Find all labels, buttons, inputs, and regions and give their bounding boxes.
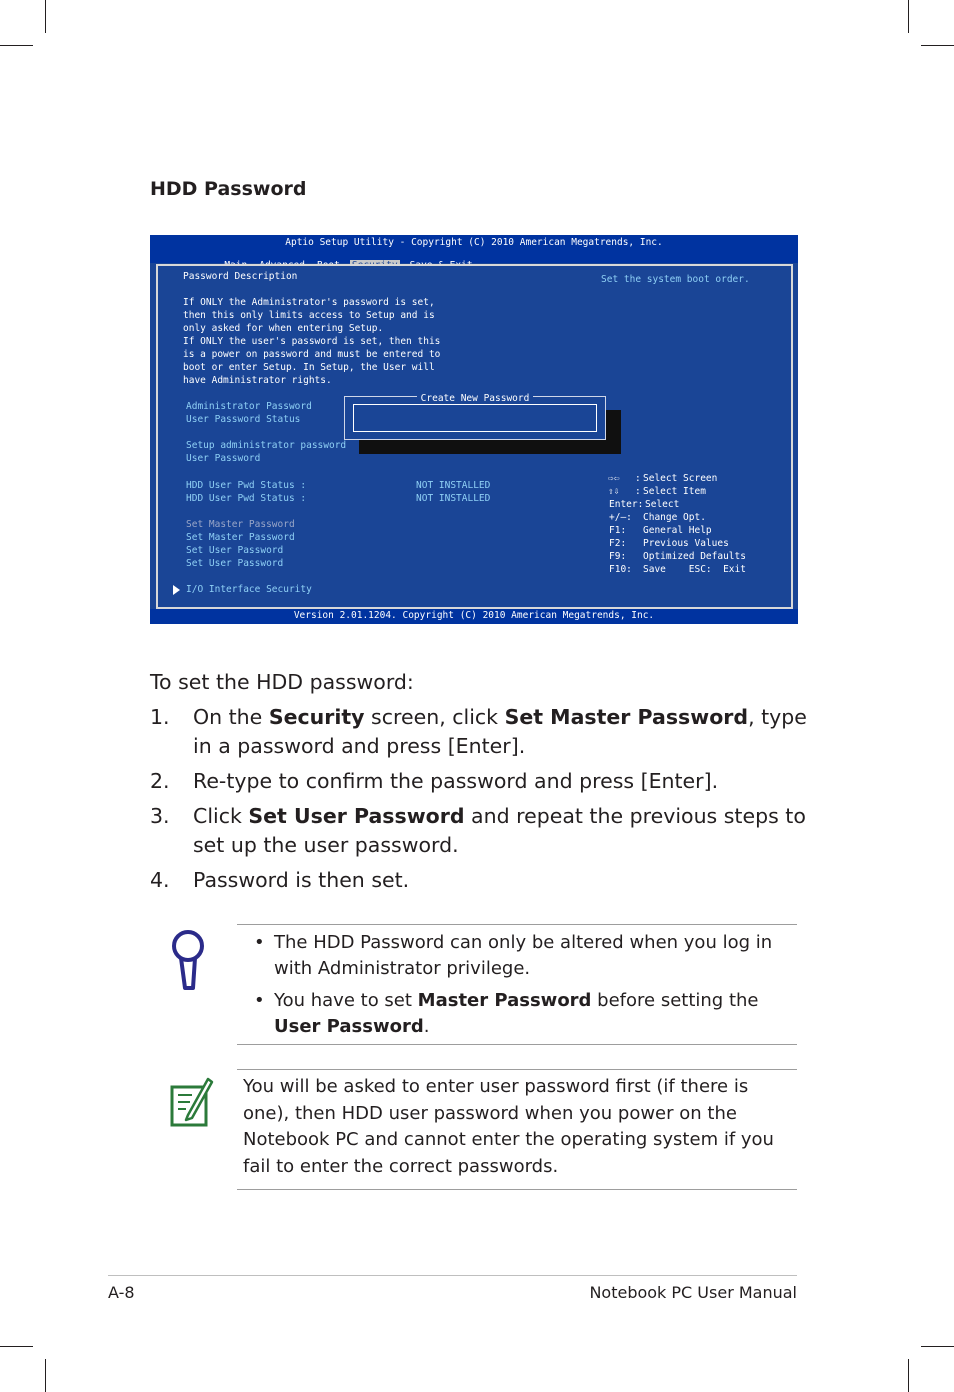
key-action: Select — [645, 499, 680, 510]
key-action: Select Screen — [643, 473, 718, 484]
up-down-arrow-icon: ⇧⇩ — [608, 486, 620, 497]
note-bullet-item — [254, 988, 799, 1040]
crop-mark — [921, 45, 954, 46]
crop-mark — [908, 1359, 909, 1392]
step-item — [150, 703, 810, 761]
crop-mark — [0, 45, 33, 46]
note-bold: User Password — [274, 1016, 424, 1037]
note-pencil-icon — [168, 1073, 214, 1129]
key-label: F2: — [609, 538, 627, 549]
note-text: The HDD Password can only be altered when you log in with Administrator privilege. — [274, 932, 773, 979]
description-line: If ONLY the Administrator's password is set, — [183, 297, 435, 308]
description-line: If ONLY the user's password is set, then this — [183, 336, 441, 347]
note-bold: Master Password — [417, 990, 592, 1011]
key-action: Optimized Defaults — [643, 551, 746, 562]
note-text: before setting the — [591, 990, 759, 1011]
submenu-arrow-icon — [173, 585, 180, 595]
key-action: Select Item — [643, 486, 706, 497]
intro-text: To set the HDD password: — [150, 670, 414, 694]
description-line: only asked for when entering Setup. — [183, 323, 384, 334]
note-text-block: You will be asked to enter user password first (if there is one), then HDD user password when you power on the Notebook PC and cannot enter the operating system if you fail to enter the correct passwords. — [243, 1076, 774, 1177]
section-title: HDD Password — [150, 178, 307, 200]
step-text: On the — [193, 705, 269, 729]
key-label: : — [635, 473, 641, 484]
note-rule — [237, 924, 797, 925]
step-number: 1. — [150, 705, 170, 729]
key-action: Previous Values — [643, 538, 729, 549]
bullet-dot: • — [254, 990, 265, 1011]
bios-version: Version 2.01.1204. Copyright (C) 2010 American Megatrends, Inc. — [293, 610, 655, 621]
crop-mark — [908, 0, 909, 33]
setup-admin-password-item[interactable]: Setup administrator password — [186, 440, 347, 451]
note-bullet-item — [254, 930, 799, 982]
crop-mark — [45, 1359, 46, 1392]
help-text: Set the system boot order. — [601, 274, 750, 285]
note-rule — [237, 1189, 797, 1190]
tip-note — [254, 930, 799, 1046]
description-line: then this only limits access to Setup and is — [183, 310, 435, 321]
create-password-dialog — [344, 393, 606, 440]
footer-rule — [108, 1275, 797, 1276]
step-item — [150, 767, 810, 796]
step-bold: Set User Password — [248, 804, 465, 828]
description-line: boot or enter Setup. In Setup, the User will — [183, 362, 435, 373]
set-master-password-item[interactable]: Set Master Password — [186, 532, 295, 543]
step-text: Re-type to confirm the password and press [Enter]. — [193, 769, 719, 793]
step-text: and repeat the previous steps to set up the user password. — [193, 804, 806, 857]
bios-screenshot — [150, 235, 798, 624]
step-text: , type in a password and press [Enter]. — [193, 705, 807, 758]
hdd-status-value: NOT INSTALLED — [416, 493, 491, 504]
set-user-password-item[interactable]: Set User Password — [186, 545, 284, 556]
note-text: You have to set — [274, 990, 418, 1011]
steps-list — [150, 703, 810, 895]
set-user-password-item[interactable]: Set User Password — [186, 558, 284, 569]
bullet-dot: • — [254, 932, 265, 953]
step-text: screen, click — [364, 705, 505, 729]
step-number: 3. — [150, 804, 170, 828]
key-label: F10: — [609, 564, 632, 575]
key-label: F9: — [609, 551, 627, 562]
dialog-title — [345, 393, 605, 404]
key-label: +/—: — [609, 512, 632, 523]
hdd-status-label: HDD User Pwd Status : — [186, 480, 307, 491]
crop-mark — [0, 1346, 33, 1347]
description-line: have Administrator rights. — [183, 375, 332, 386]
user-password-status-item: User Password Status — [186, 414, 301, 425]
hdd-status-label: HDD User Pwd Status : — [186, 493, 307, 504]
step-bold: Set Master Password — [504, 705, 749, 729]
crop-mark — [921, 1346, 954, 1347]
user-password-item[interactable]: User Password — [186, 453, 261, 464]
bios-header — [150, 235, 798, 263]
note-rule — [237, 1044, 797, 1045]
key-label: F1: — [609, 525, 627, 536]
step-text: Click — [193, 804, 249, 828]
bios-help-panel — [592, 264, 793, 609]
description-heading: Password Description — [183, 271, 298, 282]
hdd-status-value: NOT INSTALLED — [416, 480, 491, 491]
manual-title: Notebook PC User Manual — [589, 1283, 797, 1302]
description-line: is a power on password and must be entered to — [183, 349, 441, 360]
instructions — [150, 668, 810, 901]
step-item — [150, 802, 810, 860]
key-action: General Help — [643, 525, 712, 536]
note-rule — [237, 1069, 797, 1070]
step-number: 2. — [150, 769, 170, 793]
page-number: A-8 — [108, 1283, 135, 1302]
key-action: Change Opt. — [643, 512, 706, 523]
io-interface-security-item[interactable]: I/O Interface Security — [186, 584, 312, 595]
crop-mark — [45, 0, 46, 33]
key-label: : — [635, 486, 641, 497]
admin-password-item[interactable]: Administrator Password — [186, 401, 312, 412]
note-text: . — [423, 1016, 430, 1037]
step-text: Password is then set. — [193, 868, 410, 892]
left-right-arrow-icon: ⇨⇦ — [608, 473, 620, 484]
bios-footer — [150, 609, 798, 624]
lightbulb-icon — [168, 928, 208, 992]
password-input[interactable] — [353, 404, 597, 432]
set-master-password-item[interactable]: Set Master Password — [186, 519, 295, 530]
key-label: Enter: — [609, 499, 644, 510]
bios-title: Aptio Setup Utility - Copyright (C) 2010 American Megatrends, Inc. — [285, 237, 663, 248]
dialog-title-text: Create New Password — [417, 393, 534, 404]
key-action: Save ESC: Exit — [643, 564, 746, 575]
step-item — [150, 866, 810, 895]
step-bold: Security — [268, 705, 365, 729]
step-number: 4. — [150, 868, 170, 892]
